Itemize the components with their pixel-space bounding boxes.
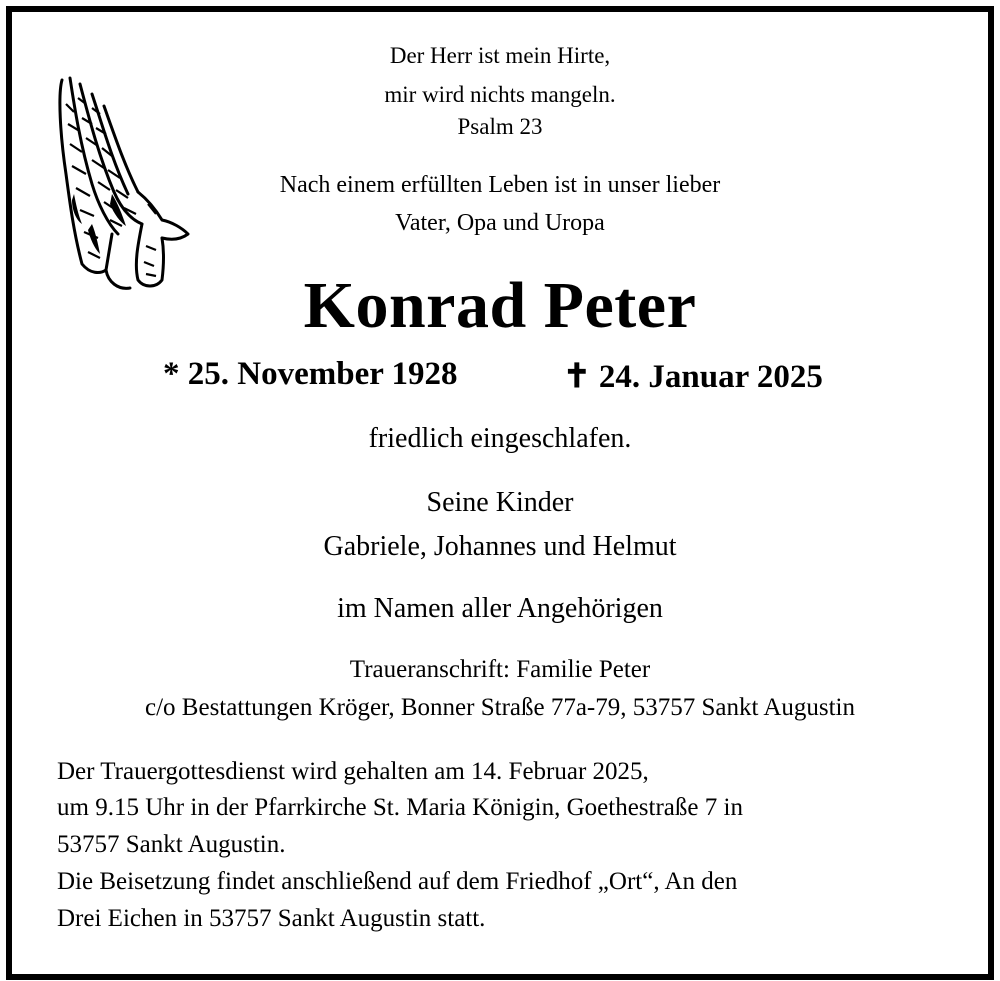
intro-line-1: Nach einem erfüllten Leben ist in unser lieber — [279, 172, 721, 198]
service-line-1: Der Trauergottesdienst wird gehalten am 14. Februar 2025, — [57, 758, 649, 785]
family-line-3: im Namen aller Angehörigen — [337, 593, 663, 624]
intro-line-2: Vater, Opa und Uropa — [395, 210, 605, 236]
address-line-2: c/o Bestattungen Kröger, Bonner Straße 77a-79, 53757 Sankt Augustin — [145, 694, 855, 721]
birth-date: * 25. November 1928 — [163, 356, 458, 392]
service-line-2: um 9.15 Uhr in der Pfarrkirche St. Maria Königin, Goethestraße 7 in — [57, 794, 743, 821]
deceased-name: Konrad Peter — [303, 269, 697, 342]
service-line-4: Die Beisetzung findet anschließend auf dem Friedhof „Ort“, An den — [57, 868, 738, 895]
death-date: ✝ 24. Januar 2025 — [563, 359, 823, 395]
service-line-3: 53757 Sankt Augustin. — [57, 831, 286, 858]
psalm-line-1: Der Herr ist mein Hirte, — [389, 43, 611, 68]
psalm-line-2: mir wird nichts mangeln. — [384, 82, 616, 107]
address-line-1: Traueranschrift: Familie Peter — [349, 656, 651, 683]
family-line-2: Gabriele, Johannes und Helmut — [323, 531, 677, 562]
service-line-5: Drei Eichen in 53757 Sankt Augustin statt. — [57, 905, 486, 932]
passed-away-text: friedlich eingeschlafen. — [368, 423, 632, 454]
family-line-1: Seine Kinder — [426, 487, 574, 518]
psalm-reference: Psalm 23 — [457, 114, 543, 139]
